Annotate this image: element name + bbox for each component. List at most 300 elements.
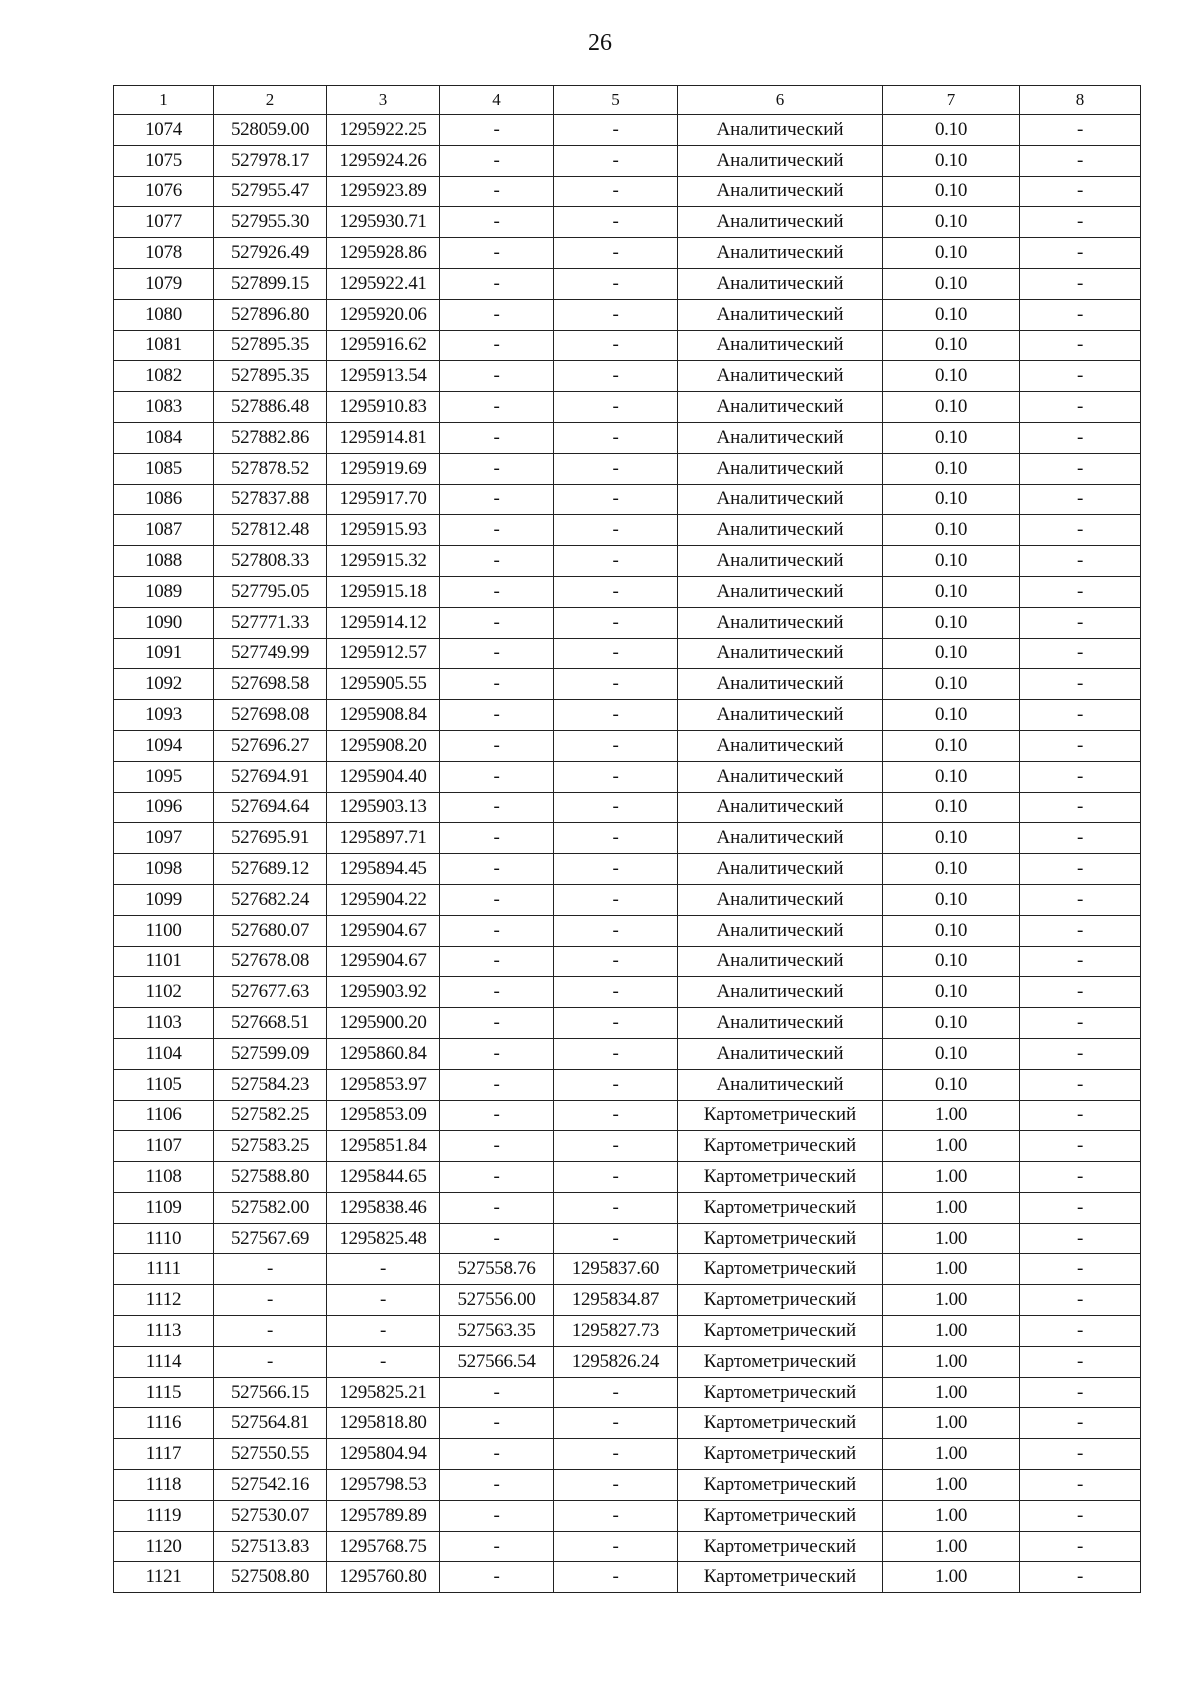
- accuracy-cell: 0.10: [883, 453, 1020, 484]
- point-number-cell: 1084: [114, 422, 214, 453]
- existing-y-cell: 1295853.09: [327, 1100, 440, 1131]
- table-row: [114, 1100, 1141, 1131]
- existing-y-cell: 1295914.12: [327, 607, 440, 638]
- table-row: [114, 669, 1141, 700]
- existing-x-cell: 527795.05: [214, 576, 327, 607]
- method-cell: Картометрический: [678, 1285, 883, 1316]
- new-x-cell: -: [440, 1038, 554, 1069]
- existing-y-cell: 1295904.67: [327, 915, 440, 946]
- existing-x-cell: 527896.80: [214, 299, 327, 330]
- point-number-cell: 1082: [114, 361, 214, 392]
- description-cell: -: [1020, 1008, 1141, 1039]
- table-row: [114, 1439, 1141, 1470]
- table-row: [114, 299, 1141, 330]
- accuracy-cell: 0.10: [883, 145, 1020, 176]
- new-x-cell: -: [440, 884, 554, 915]
- column-header: 1: [114, 86, 214, 115]
- point-number-cell: 1081: [114, 330, 214, 361]
- method-cell: Аналитический: [678, 700, 883, 731]
- table-row: [114, 1008, 1141, 1039]
- existing-y-cell: 1295930.71: [327, 207, 440, 238]
- new-y-cell: -: [554, 1223, 678, 1254]
- new-y-cell: -: [554, 607, 678, 638]
- method-cell: Картометрический: [678, 1531, 883, 1562]
- point-number-cell: 1080: [114, 299, 214, 330]
- existing-y-cell: 1295900.20: [327, 1008, 440, 1039]
- existing-y-cell: 1295915.18: [327, 576, 440, 607]
- table-row: [114, 1038, 1141, 1069]
- description-cell: -: [1020, 792, 1141, 823]
- accuracy-cell: 0.10: [883, 792, 1020, 823]
- point-number-cell: 1090: [114, 607, 214, 638]
- description-cell: -: [1020, 176, 1141, 207]
- description-cell: -: [1020, 1038, 1141, 1069]
- table-row: [114, 176, 1141, 207]
- accuracy-cell: 0.10: [883, 299, 1020, 330]
- accuracy-cell: 1.00: [883, 1162, 1020, 1193]
- table-row: [114, 761, 1141, 792]
- table-row: [114, 638, 1141, 669]
- point-number-cell: 1107: [114, 1131, 214, 1162]
- existing-y-cell: -: [327, 1254, 440, 1285]
- description-cell: -: [1020, 638, 1141, 669]
- description-cell: -: [1020, 145, 1141, 176]
- existing-x-cell: 527696.27: [214, 730, 327, 761]
- new-y-cell: -: [554, 1069, 678, 1100]
- description-cell: -: [1020, 238, 1141, 269]
- point-number-cell: 1094: [114, 730, 214, 761]
- point-number-cell: 1113: [114, 1316, 214, 1347]
- new-x-cell: -: [440, 700, 554, 731]
- accuracy-cell: 1.00: [883, 1316, 1020, 1347]
- new-x-cell: -: [440, 361, 554, 392]
- existing-x-cell: 527695.91: [214, 823, 327, 854]
- point-number-cell: 1119: [114, 1500, 214, 1531]
- table-row: [114, 576, 1141, 607]
- existing-y-cell: 1295903.13: [327, 792, 440, 823]
- accuracy-cell: 0.10: [883, 392, 1020, 423]
- new-y-cell: -: [554, 453, 678, 484]
- accuracy-cell: 1.00: [883, 1285, 1020, 1316]
- accuracy-cell: 1.00: [883, 1470, 1020, 1501]
- column-header: 3: [327, 86, 440, 115]
- method-cell: Аналитический: [678, 1038, 883, 1069]
- description-cell: -: [1020, 1408, 1141, 1439]
- description-cell: -: [1020, 268, 1141, 299]
- method-cell: Картометрический: [678, 1439, 883, 1470]
- method-cell: Аналитический: [678, 638, 883, 669]
- method-cell: Аналитический: [678, 392, 883, 423]
- new-x-cell: -: [440, 761, 554, 792]
- new-x-cell: -: [440, 730, 554, 761]
- method-cell: Аналитический: [678, 884, 883, 915]
- existing-y-cell: 1295844.65: [327, 1162, 440, 1193]
- accuracy-cell: 1.00: [883, 1223, 1020, 1254]
- point-number-cell: 1088: [114, 546, 214, 577]
- new-x-cell: -: [440, 453, 554, 484]
- method-cell: Аналитический: [678, 792, 883, 823]
- table-row: [114, 361, 1141, 392]
- accuracy-cell: 0.10: [883, 330, 1020, 361]
- new-x-cell: -: [440, 1377, 554, 1408]
- point-number-cell: 1118: [114, 1470, 214, 1501]
- existing-y-cell: 1295908.20: [327, 730, 440, 761]
- existing-x-cell: 527698.08: [214, 700, 327, 731]
- table-row: [114, 268, 1141, 299]
- method-cell: Аналитический: [678, 268, 883, 299]
- description-cell: -: [1020, 1562, 1141, 1593]
- existing-y-cell: 1295920.06: [327, 299, 440, 330]
- description-cell: -: [1020, 1254, 1141, 1285]
- new-y-cell: -: [554, 1408, 678, 1439]
- table-row: [114, 607, 1141, 638]
- description-cell: -: [1020, 1316, 1141, 1347]
- accuracy-cell: 1.00: [883, 1439, 1020, 1470]
- point-number-cell: 1083: [114, 392, 214, 423]
- method-cell: Аналитический: [678, 915, 883, 946]
- existing-x-cell: 527878.52: [214, 453, 327, 484]
- existing-x-cell: 527564.81: [214, 1408, 327, 1439]
- new-y-cell: -: [554, 546, 678, 577]
- table-row: [114, 884, 1141, 915]
- point-number-cell: 1112: [114, 1285, 214, 1316]
- existing-x-cell: 527895.35: [214, 330, 327, 361]
- method-cell: Аналитический: [678, 1008, 883, 1039]
- new-y-cell: -: [554, 330, 678, 361]
- new-x-cell: -: [440, 792, 554, 823]
- existing-y-cell: 1295825.21: [327, 1377, 440, 1408]
- new-y-cell: -: [554, 238, 678, 269]
- table-row: [114, 515, 1141, 546]
- description-cell: -: [1020, 1531, 1141, 1562]
- existing-y-cell: 1295914.81: [327, 422, 440, 453]
- new-x-cell: -: [440, 1192, 554, 1223]
- existing-y-cell: -: [327, 1346, 440, 1377]
- new-y-cell: -: [554, 638, 678, 669]
- table-row: [114, 145, 1141, 176]
- new-x-cell: 527563.35: [440, 1316, 554, 1347]
- existing-x-cell: 528059.00: [214, 115, 327, 146]
- point-number-cell: 1077: [114, 207, 214, 238]
- existing-y-cell: 1295768.75: [327, 1531, 440, 1562]
- existing-y-cell: 1295910.83: [327, 392, 440, 423]
- table-row: [114, 392, 1141, 423]
- column-header: 7: [883, 86, 1020, 115]
- table-row: [114, 792, 1141, 823]
- column-header: 5: [554, 86, 678, 115]
- new-y-cell: -: [554, 422, 678, 453]
- new-y-cell: -: [554, 884, 678, 915]
- description-cell: -: [1020, 1162, 1141, 1193]
- new-y-cell: -: [554, 700, 678, 731]
- new-x-cell: -: [440, 392, 554, 423]
- new-x-cell: -: [440, 1408, 554, 1439]
- method-cell: Аналитический: [678, 669, 883, 700]
- existing-y-cell: 1295904.67: [327, 946, 440, 977]
- accuracy-cell: 1.00: [883, 1500, 1020, 1531]
- new-y-cell: -: [554, 515, 678, 546]
- table-row: [114, 1562, 1141, 1593]
- new-x-cell: -: [440, 669, 554, 700]
- method-cell: Картометрический: [678, 1377, 883, 1408]
- table-row: [114, 1285, 1141, 1316]
- new-x-cell: -: [440, 422, 554, 453]
- new-x-cell: -: [440, 515, 554, 546]
- method-cell: Аналитический: [678, 484, 883, 515]
- column-header: 8: [1020, 86, 1141, 115]
- point-number-cell: 1108: [114, 1162, 214, 1193]
- description-cell: -: [1020, 1439, 1141, 1470]
- existing-y-cell: 1295838.46: [327, 1192, 440, 1223]
- point-number-cell: 1095: [114, 761, 214, 792]
- method-cell: Аналитический: [678, 115, 883, 146]
- existing-y-cell: 1295851.84: [327, 1131, 440, 1162]
- new-y-cell: -: [554, 792, 678, 823]
- existing-x-cell: 527694.91: [214, 761, 327, 792]
- existing-y-cell: 1295894.45: [327, 854, 440, 885]
- method-cell: Картометрический: [678, 1162, 883, 1193]
- accuracy-cell: 1.00: [883, 1377, 1020, 1408]
- existing-x-cell: -: [214, 1254, 327, 1285]
- method-cell: Аналитический: [678, 761, 883, 792]
- method-cell: Аналитический: [678, 515, 883, 546]
- existing-y-cell: 1295904.22: [327, 884, 440, 915]
- existing-y-cell: 1295928.86: [327, 238, 440, 269]
- method-cell: Картометрический: [678, 1470, 883, 1501]
- existing-x-cell: 527550.55: [214, 1439, 327, 1470]
- point-number-cell: 1110: [114, 1223, 214, 1254]
- accuracy-cell: 0.10: [883, 238, 1020, 269]
- existing-x-cell: 527926.49: [214, 238, 327, 269]
- point-number-cell: 1120: [114, 1531, 214, 1562]
- existing-x-cell: 527978.17: [214, 145, 327, 176]
- new-x-cell: -: [440, 1531, 554, 1562]
- existing-x-cell: 527694.64: [214, 792, 327, 823]
- method-cell: Аналитический: [678, 977, 883, 1008]
- method-cell: Картометрический: [678, 1408, 883, 1439]
- existing-x-cell: 527682.24: [214, 884, 327, 915]
- new-y-cell: -: [554, 977, 678, 1008]
- new-x-cell: -: [440, 1008, 554, 1039]
- description-cell: -: [1020, 576, 1141, 607]
- existing-y-cell: 1295919.69: [327, 453, 440, 484]
- point-number-cell: 1106: [114, 1100, 214, 1131]
- existing-x-cell: 527567.69: [214, 1223, 327, 1254]
- table-row: [114, 915, 1141, 946]
- description-cell: -: [1020, 453, 1141, 484]
- description-cell: -: [1020, 977, 1141, 1008]
- new-x-cell: -: [440, 576, 554, 607]
- point-number-cell: 1096: [114, 792, 214, 823]
- accuracy-cell: 0.10: [883, 607, 1020, 638]
- description-cell: -: [1020, 1377, 1141, 1408]
- method-cell: Аналитический: [678, 238, 883, 269]
- new-y-cell: -: [554, 1470, 678, 1501]
- point-number-cell: 1078: [114, 238, 214, 269]
- existing-x-cell: 527955.30: [214, 207, 327, 238]
- new-y-cell: -: [554, 1192, 678, 1223]
- method-cell: Аналитический: [678, 453, 883, 484]
- description-cell: -: [1020, 1192, 1141, 1223]
- existing-y-cell: 1295908.84: [327, 700, 440, 731]
- new-x-cell: -: [440, 238, 554, 269]
- method-cell: Картометрический: [678, 1223, 883, 1254]
- method-cell: Картометрический: [678, 1500, 883, 1531]
- point-number-cell: 1089: [114, 576, 214, 607]
- table-row: [114, 330, 1141, 361]
- existing-x-cell: -: [214, 1346, 327, 1377]
- table-row: [114, 1223, 1141, 1254]
- existing-x-cell: 527886.48: [214, 392, 327, 423]
- table-row: [114, 1316, 1141, 1347]
- description-cell: -: [1020, 484, 1141, 515]
- new-x-cell: -: [440, 330, 554, 361]
- existing-y-cell: 1295825.48: [327, 1223, 440, 1254]
- description-cell: -: [1020, 854, 1141, 885]
- method-cell: Картометрический: [678, 1100, 883, 1131]
- coordinates-table: [113, 85, 1141, 1593]
- existing-y-cell: 1295915.32: [327, 546, 440, 577]
- new-y-cell: 1295827.73: [554, 1316, 678, 1347]
- existing-y-cell: 1295912.57: [327, 638, 440, 669]
- existing-x-cell: 527771.33: [214, 607, 327, 638]
- description-cell: -: [1020, 761, 1141, 792]
- accuracy-cell: 0.10: [883, 484, 1020, 515]
- method-cell: Аналитический: [678, 607, 883, 638]
- new-y-cell: -: [554, 268, 678, 299]
- point-number-cell: 1076: [114, 176, 214, 207]
- accuracy-cell: 0.10: [883, 854, 1020, 885]
- method-cell: Аналитический: [678, 1069, 883, 1100]
- accuracy-cell: 0.10: [883, 669, 1020, 700]
- new-y-cell: -: [554, 1562, 678, 1593]
- new-x-cell: -: [440, 1500, 554, 1531]
- method-cell: Аналитический: [678, 854, 883, 885]
- accuracy-cell: 0.10: [883, 730, 1020, 761]
- existing-y-cell: 1295922.25: [327, 115, 440, 146]
- description-cell: -: [1020, 515, 1141, 546]
- new-y-cell: -: [554, 361, 678, 392]
- table-row: [114, 854, 1141, 885]
- existing-y-cell: 1295860.84: [327, 1038, 440, 1069]
- existing-y-cell: -: [327, 1285, 440, 1316]
- table-row: [114, 1192, 1141, 1223]
- new-y-cell: 1295834.87: [554, 1285, 678, 1316]
- point-number-cell: 1116: [114, 1408, 214, 1439]
- description-cell: -: [1020, 1500, 1141, 1531]
- description-cell: -: [1020, 823, 1141, 854]
- new-x-cell: 527556.00: [440, 1285, 554, 1316]
- existing-y-cell: 1295913.54: [327, 361, 440, 392]
- accuracy-cell: 0.10: [883, 576, 1020, 607]
- method-cell: Аналитический: [678, 730, 883, 761]
- existing-x-cell: 527955.47: [214, 176, 327, 207]
- method-cell: Картометрический: [678, 1254, 883, 1285]
- point-number-cell: 1103: [114, 1008, 214, 1039]
- description-cell: -: [1020, 1069, 1141, 1100]
- new-y-cell: -: [554, 1162, 678, 1193]
- new-y-cell: -: [554, 946, 678, 977]
- accuracy-cell: 0.10: [883, 946, 1020, 977]
- existing-x-cell: 527542.16: [214, 1470, 327, 1501]
- existing-y-cell: 1295789.89: [327, 1500, 440, 1531]
- method-cell: Аналитический: [678, 823, 883, 854]
- description-cell: -: [1020, 330, 1141, 361]
- new-y-cell: -: [554, 115, 678, 146]
- existing-x-cell: 527680.07: [214, 915, 327, 946]
- existing-x-cell: 527677.63: [214, 977, 327, 1008]
- new-x-cell: -: [440, 484, 554, 515]
- new-x-cell: -: [440, 115, 554, 146]
- method-cell: Аналитический: [678, 145, 883, 176]
- existing-x-cell: 527513.83: [214, 1531, 327, 1562]
- accuracy-cell: 0.10: [883, 361, 1020, 392]
- table-row: [114, 238, 1141, 269]
- new-x-cell: -: [440, 1562, 554, 1593]
- description-cell: -: [1020, 700, 1141, 731]
- description-cell: -: [1020, 669, 1141, 700]
- point-number-cell: 1093: [114, 700, 214, 731]
- table-row: [114, 453, 1141, 484]
- existing-x-cell: 527530.07: [214, 1500, 327, 1531]
- description-cell: -: [1020, 1346, 1141, 1377]
- column-header: 4: [440, 86, 554, 115]
- description-cell: -: [1020, 392, 1141, 423]
- description-cell: -: [1020, 299, 1141, 330]
- existing-y-cell: 1295923.89: [327, 176, 440, 207]
- new-x-cell: -: [440, 1470, 554, 1501]
- accuracy-cell: 0.10: [883, 176, 1020, 207]
- existing-y-cell: -: [327, 1316, 440, 1347]
- description-cell: -: [1020, 361, 1141, 392]
- existing-x-cell: 527582.00: [214, 1192, 327, 1223]
- point-number-cell: 1115: [114, 1377, 214, 1408]
- existing-y-cell: 1295904.40: [327, 761, 440, 792]
- description-cell: -: [1020, 946, 1141, 977]
- new-y-cell: -: [554, 484, 678, 515]
- point-number-cell: 1075: [114, 145, 214, 176]
- existing-x-cell: 527837.88: [214, 484, 327, 515]
- new-x-cell: 527566.54: [440, 1346, 554, 1377]
- accuracy-cell: 1.00: [883, 1562, 1020, 1593]
- method-cell: Аналитический: [678, 176, 883, 207]
- new-x-cell: -: [440, 546, 554, 577]
- table-body: [114, 115, 1141, 1593]
- existing-y-cell: 1295924.26: [327, 145, 440, 176]
- description-cell: -: [1020, 730, 1141, 761]
- method-cell: Аналитический: [678, 207, 883, 238]
- existing-x-cell: -: [214, 1316, 327, 1347]
- point-number-cell: 1099: [114, 884, 214, 915]
- existing-x-cell: 527566.15: [214, 1377, 327, 1408]
- existing-x-cell: 527749.99: [214, 638, 327, 669]
- accuracy-cell: 0.10: [883, 915, 1020, 946]
- new-x-cell: -: [440, 299, 554, 330]
- accuracy-cell: 0.10: [883, 977, 1020, 1008]
- existing-x-cell: 527678.08: [214, 946, 327, 977]
- existing-x-cell: 527808.33: [214, 546, 327, 577]
- accuracy-cell: 1.00: [883, 1531, 1020, 1562]
- existing-x-cell: 527689.12: [214, 854, 327, 885]
- new-x-cell: -: [440, 268, 554, 299]
- existing-x-cell: 527508.80: [214, 1562, 327, 1593]
- accuracy-cell: 0.10: [883, 1069, 1020, 1100]
- existing-y-cell: 1295853.97: [327, 1069, 440, 1100]
- description-cell: -: [1020, 1100, 1141, 1131]
- table-row: [114, 1346, 1141, 1377]
- accuracy-cell: 1.00: [883, 1408, 1020, 1439]
- point-number-cell: 1114: [114, 1346, 214, 1377]
